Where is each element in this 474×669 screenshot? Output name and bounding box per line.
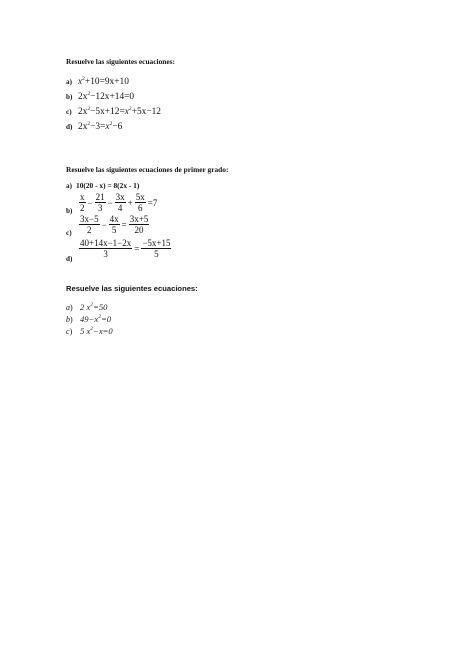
- section3-heading: Resuelve las siguientes ecuaciones:: [66, 284, 198, 293]
- item-label: a): [66, 181, 72, 190]
- fraction: $\frac{21}{3}$: [95, 192, 105, 213]
- fraction: $\frac{3x+5}{20}$: [129, 214, 149, 235]
- equation-3c: c) 5 $x^2-x=0$: [66, 326, 113, 336]
- fraction: $\frac{4x}{5}$: [109, 214, 119, 235]
- item-label: b): [66, 207, 73, 215]
- equation-3a: a) 2 $x^2=50$: [66, 302, 108, 312]
- equation-3b: b) $49-x^2=0$: [66, 314, 112, 324]
- fraction: $\frac{x}{2}$: [80, 192, 85, 213]
- equation-2a: [66, 181, 139, 190]
- fraction: $\frac{5x}{6}$: [135, 192, 145, 213]
- equation-1b: b) $2x^2-12x+14=0$: [66, 91, 135, 102]
- equation-2d: d) $\frac{40+14x-1-2x}{3}$ = $\frac{-5x+15}{5}$: [66, 238, 171, 263]
- item-label: d): [66, 122, 73, 131]
- item-label: c): [66, 107, 72, 116]
- equation-2c: c) $\frac{3x-5}{2}$ − $\frac{4x}{5}$ = $\frac{3x+5}{20}$: [66, 214, 149, 237]
- item-label: d): [66, 255, 73, 263]
- item-label: a): [66, 77, 72, 86]
- equation-text: 10(20 - x) = 8(2x - 1): [76, 181, 140, 190]
- equation-2b: b) $\frac{x}{2}$ − $\frac{21}{3}$ − $\frac{3x}{4}$ + $\frac{5x}{6}$ =7: [66, 192, 158, 215]
- fraction: $\frac{3x-5}{2}$: [80, 214, 99, 235]
- fraction: $\frac{40+14x-1-2x}{3}$: [80, 238, 132, 259]
- fraction: $\frac{3x}{4}$: [115, 192, 125, 213]
- equation-1c: c) $2x^2-5x+12=x^2+5x-12$: [66, 106, 161, 117]
- section2-heading: Resuelve las siguientes ecuaciones de primer grado:: [66, 165, 229, 174]
- equation-1d: d) $2x^2-3=x^2-6$: [66, 121, 123, 132]
- fraction: $\frac{-5x+15}{5}$: [142, 238, 171, 259]
- item-label: c): [66, 229, 72, 237]
- section1-heading: Resuelve las siguientes ecuaciones:: [66, 57, 176, 66]
- equation-1a: a) $x^2+10=9x+10$: [66, 76, 129, 87]
- item-label: b): [66, 92, 73, 101]
